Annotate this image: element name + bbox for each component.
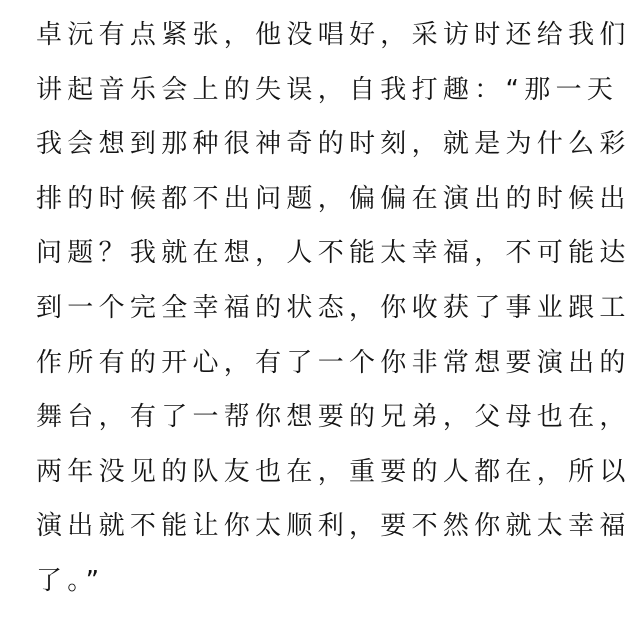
- text-line-10: 演出就不能让你太顺利，要不然你就太幸福: [36, 511, 631, 542]
- text-line-5: 问题？我就在想，人不能太幸福，不可能达: [36, 238, 631, 269]
- text-line-3: 我会想到那种很神奇的时刻，就是为什么彩: [36, 129, 631, 160]
- text-line-11: 了。”: [36, 565, 105, 596]
- text-line-7: 作所有的开心，有了一个你非常想要演出的: [36, 347, 631, 378]
- text-line-1: 卓沅有点紧张，他没唱好，采访时还给我们: [36, 20, 631, 50]
- text-line-6: 到一个完全幸福的状态，你收获了事业跟工: [36, 292, 631, 323]
- text-line-9: 两年没见的队友也在，重要的人都在，所以: [36, 456, 631, 487]
- text-line-4: 排的时候都不出问题，偏偏在演出的时候出: [36, 183, 631, 214]
- quote-paragraph: [36, 8, 631, 609]
- text-line-8: 舞台，有了一帮你想要的兄弟，父母也在，: [36, 402, 631, 433]
- text-line-2: 讲起音乐会上的失误，自我打趣：“那一天: [36, 74, 619, 105]
